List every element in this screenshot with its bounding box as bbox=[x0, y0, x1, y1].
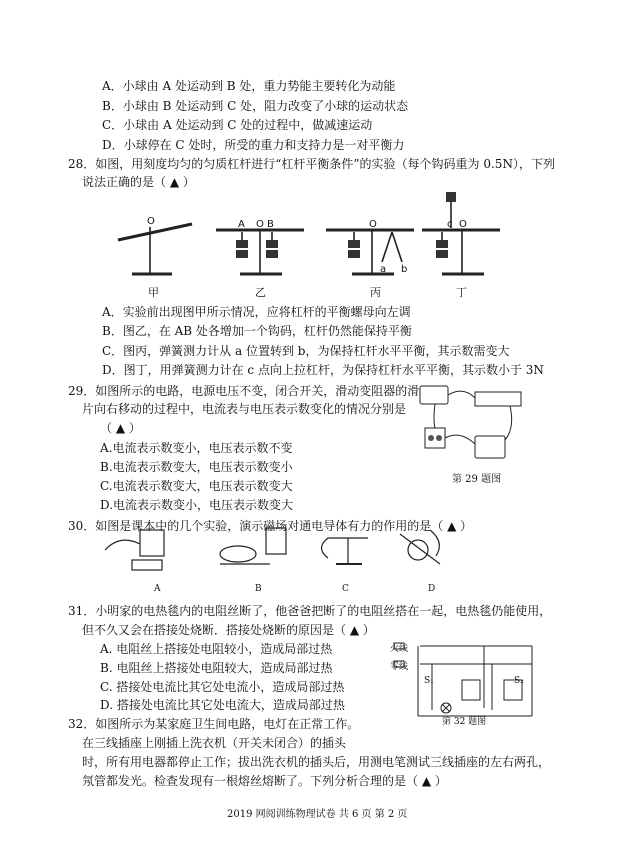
svg-text:c: c bbox=[447, 219, 453, 230]
q28-fig-label-jia: 甲 bbox=[148, 286, 159, 299]
svg-text:O: O bbox=[369, 219, 377, 230]
svg-text:O: O bbox=[459, 219, 467, 230]
q28-fig-label-bing: 丙 bbox=[370, 286, 381, 299]
q30-stem: 30．如图是课本中的几个实验，演示磁场对通电导体有力的作用的是（ ▲ ） bbox=[68, 519, 473, 533]
q30-label-b: B bbox=[255, 584, 262, 594]
q27-option-b: B．小球由 B 处运动到 C 处，阻力改变了小球的运动状态 bbox=[102, 99, 409, 113]
switch-s1-label: S₁ bbox=[424, 676, 434, 686]
q31-stem-cont: 但不久又会在搭接处烧断．搭接处烧断的原因是（ ▲ ） bbox=[82, 623, 375, 637]
q31-option-b: B. 电阻丝上搭接处电阻较大，造成局部过热 bbox=[100, 661, 333, 675]
q32-stem-line2: 在三线插座上刚插上洗衣机（开关未闭合）的插头 bbox=[82, 736, 347, 750]
q29-caption: 第 29 题图 bbox=[452, 474, 502, 485]
q31-option-d: D. 搭接处电流比其它处电流大，造成局部过热 bbox=[100, 698, 345, 712]
q28-option-d: D．图丁，用弹簧测力计在 c 点向上拉杠杆，为保持杠杆水平平衡，其示数小于 3N bbox=[102, 363, 544, 377]
q30-label-d: D bbox=[428, 584, 436, 594]
q28-option-c: C．图丙，弹簧测力计从 a 位置转到 b，为保持杠杆水平平衡，其示数需变大 bbox=[102, 344, 510, 358]
q28-option-a: A．实验前出现图甲所示情况，应将杠杆的平衡螺母向左调 bbox=[102, 305, 411, 319]
q32-stem-line4: 氖管都发光。检查发现有一根熔丝熔断了。下列分析合理的是（ ▲ ） bbox=[82, 774, 447, 788]
lever-figure bbox=[110, 182, 500, 282]
svg-text:A: A bbox=[238, 219, 245, 230]
q32-caption: 第 32 题图 bbox=[442, 717, 487, 727]
q30-label-a: A bbox=[154, 584, 161, 594]
q28-option-b: B．图乙，在 AB 处各增加一个钩码，杠杆仍然能保持平衡 bbox=[102, 324, 412, 338]
live-wire-label: 火线 bbox=[390, 644, 409, 654]
svg-text:a: a bbox=[380, 264, 387, 275]
q30-label-c: C bbox=[342, 584, 349, 594]
q29-option-d: D.电流表示数变小，电压表示数变大 bbox=[100, 498, 294, 512]
q31-option-c: C. 搭接处电流比其它处电流小，造成局部过热 bbox=[100, 680, 345, 694]
neutral-wire-label: 零线 bbox=[390, 662, 409, 672]
svg-text:O: O bbox=[147, 216, 155, 227]
experiment-figures-30 bbox=[100, 520, 460, 586]
q29-option-c: C.电流表示数变大，电压表示数变大 bbox=[100, 479, 293, 493]
q29-answer-blank: （ ▲ ） bbox=[100, 421, 141, 435]
q28-fig-label-yi: 乙 bbox=[255, 286, 266, 299]
svg-text:b: b bbox=[401, 264, 408, 275]
q27-option-c: C．小球由 A 处运动到 C 处的过程中，做减速运动 bbox=[102, 118, 373, 132]
q32-stem-line1: 32．如图所示为某家庭卫生间电路，电灯在正常工作。 bbox=[68, 717, 360, 731]
q29-option-a: A.电流表示数变小，电压表示数不变 bbox=[100, 441, 293, 455]
q29-stem: 29．如图所示的电路，电源电压不变，闭合开关，滑动变阻器的滑 bbox=[68, 384, 420, 398]
q29-option-b: B.电流表示数变大，电压表示数变小 bbox=[100, 460, 293, 474]
circuit-figure-29 bbox=[415, 378, 525, 466]
page-footer: 2019 网阅训练物理试卷 共 6 页 第 2 页 bbox=[227, 809, 408, 820]
q27-option-d: D．小球停在 C 处时，所受的重力和支持力是一对平衡力 bbox=[102, 138, 405, 152]
svg-text:O: O bbox=[256, 219, 264, 230]
q28-fig-label-ding: 丁 bbox=[456, 286, 467, 299]
q32-stem-line3: 时，所有用电器都停止工作；拔出洗衣机的插头后，用测电笔测试三线插座的左右两孔， bbox=[82, 755, 551, 769]
q31-option-a: A. 电阻丝上搭接处电阻较小，造成局部过热 bbox=[100, 642, 333, 656]
q28-stem: 28．如图，用刻度均匀的匀质杠杆进行“杠杆平衡条件”的实验（每个钩码重为 0.5N），下列 bbox=[68, 157, 555, 171]
q27-option-a: A．小球由 A 处运动到 B 处，重力势能主要转化为动能 bbox=[102, 79, 396, 93]
q31-stem: 31．小明家的电热毯内的电阻丝断了，他爸爸把断了的电阻丝搭在一起，电热毯仍能使用， bbox=[68, 604, 552, 618]
q28-stem-cont: 说法正确的是（ ▲ ） bbox=[82, 175, 195, 189]
svg-text:B: B bbox=[267, 219, 274, 230]
q29-stem-cont: 片向右移动的过程中，电流表与电压表示数变化的情况分别是 bbox=[82, 402, 407, 416]
switch-s2-label: S₂ bbox=[514, 676, 524, 686]
